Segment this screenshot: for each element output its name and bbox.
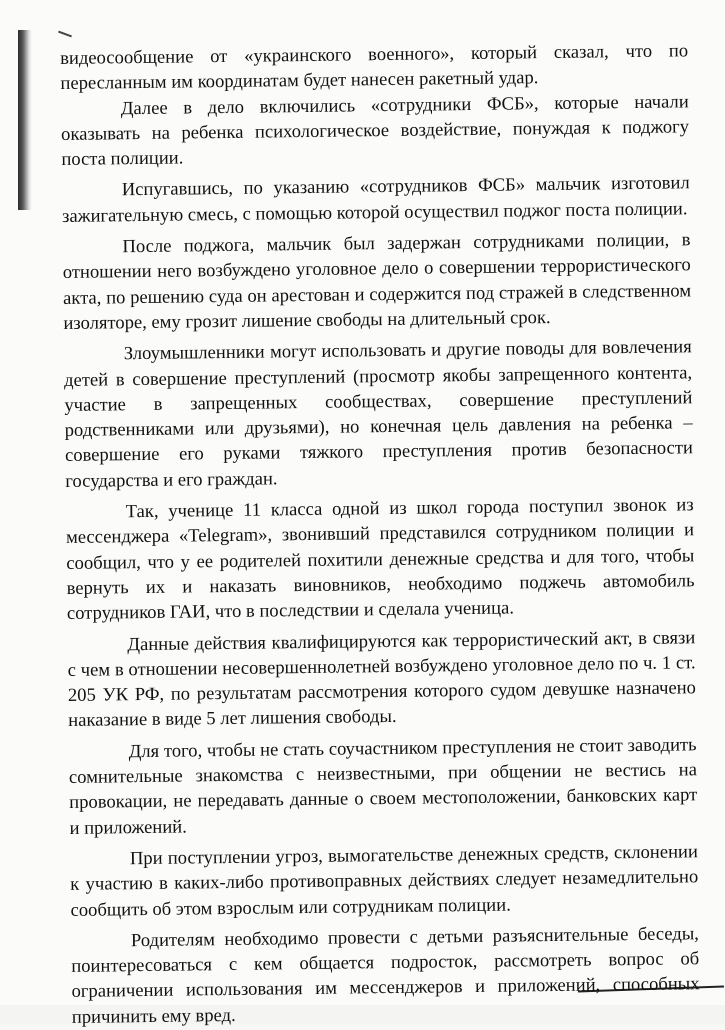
scan-mark xyxy=(58,31,72,38)
paragraph: Родителям необходимо провести с детьми разъяснительные беседы, поинтересоваться с кем общается подросток, рассмотреть вопрос об ограничении использования им мессенджеров и приложений, способных причинить ему вред. xyxy=(71,923,700,1028)
paragraph: При поступлении угроз, вымогательстве денежных средств, склонении к участию в каких-либо противоправных действиях следует незамедлительно сообщить об этом взрослым или сотрудникам полиции. xyxy=(70,841,699,921)
document-body xyxy=(60,38,700,1030)
paragraph: Данные действия квалифицируются как террористический акт, в связи с чем в отношении несовершеннолетней возбуждено уголовное дело по ч. 1 ст. 205 УК РФ, по результатам рассмотрения которого судом девушке назначено наказание в виде 5 лет лишения свободы. xyxy=(67,626,697,732)
paragraph-continuation: видеосообщение от «украинского военного», который сказал, что по пересланным им координатам будет нанесен ракетный удар. xyxy=(60,40,689,95)
paragraph: Далее в дело включились «сотрудники ФСБ», которые начали оказывать на ребенка психологическое воздействие, понуждая к поджогу поста полиции. xyxy=(60,90,690,171)
paragraph: Так, ученице 11 класса одной из школ города поступил звонок из мессенджера «Telegram», звонивший представился сотрудником полиции и сообщил, что у ее родителей похитили денежные средства и для того, чтобы вернуть их и наказать виновников, необходимо поджечь автомобиль сотрудников ГАИ, что в последствии и сделала ученица. xyxy=(65,494,695,625)
paragraph: Для того, чтобы не стать соучастником преступления не стоит заводить сомнительные знакомства с неизвестными, при общении не вестись на провокации, не передавать данные о своем местоположении, банковских карт и приложений. xyxy=(68,733,698,839)
paragraph: Испугавшись, по указанию «сотрудников ФСБ» мальчик изготовил зажигательную смесь, с помощью которой осуществил поджог поста полиции. xyxy=(61,172,690,227)
scan-shadow-edge xyxy=(18,30,32,210)
paragraph: После поджога, мальчик был задержан сотрудниками полиции, в отношении него возбуждено уголовное дело о совершении террористического акта, по решению суда он арестован и содержится под стражей в следственном изоляторе, ему грозит лишение свободы на длительный срок. xyxy=(62,229,692,334)
paragraph: Злоумышленники могут использовать и другие поводы для вовлечения детей в совершение преступлений (просмотр якобы запрещенного контента, участие в запрещенных сообществах, совершение преступлений родственниками или друзьями), но конечная цель давления на ребенка – совершение его руками тяжкого преступления против безопасности государства и его граждан. xyxy=(63,336,694,492)
